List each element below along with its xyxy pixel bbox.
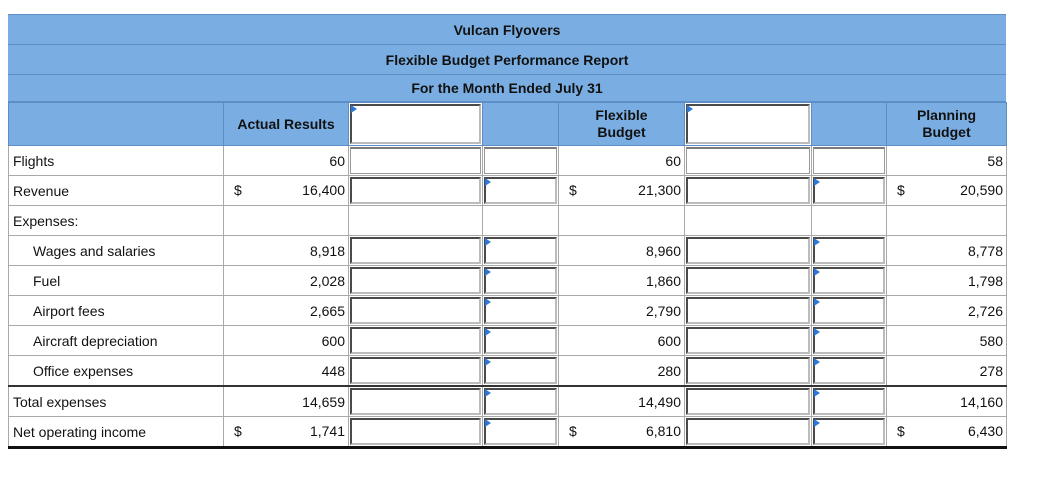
variance-type-cell xyxy=(483,146,559,176)
dropdown-arrow-icon xyxy=(814,178,820,186)
actual-value: 600 xyxy=(224,326,349,356)
empty-cell xyxy=(559,206,685,236)
currency-symbol: $ xyxy=(234,182,242,198)
row-label: Aircraft depreciation xyxy=(9,326,224,356)
variance-type-select[interactable] xyxy=(483,296,559,326)
row-label: Fuel xyxy=(9,266,224,296)
currency-symbol: $ xyxy=(569,182,577,198)
planning-value: 580 xyxy=(887,326,1007,356)
dropdown-arrow-icon xyxy=(351,105,357,113)
variance-amount-input[interactable] xyxy=(685,296,812,326)
row-label: Expenses: xyxy=(9,206,224,236)
variance-amount-input[interactable] xyxy=(349,356,483,387)
dropdown-arrow-icon xyxy=(485,328,491,336)
variance-type-cell xyxy=(812,146,887,176)
variance-type-select[interactable] xyxy=(483,326,559,356)
empty-cell xyxy=(685,206,812,236)
variance-type-select[interactable] xyxy=(812,386,887,417)
actual-value: $ 16,400 xyxy=(224,176,349,206)
empty-cell xyxy=(887,206,1007,236)
flexible-value: 60 xyxy=(559,146,685,176)
dropdown-arrow-icon xyxy=(485,268,491,276)
table-row xyxy=(9,356,1007,387)
row-label: Net operating income xyxy=(9,417,224,448)
actual-value: 14,659 xyxy=(224,386,349,417)
dropdown-arrow-icon xyxy=(485,358,491,366)
variance-type-select[interactable] xyxy=(483,236,559,266)
report-title: Flexible Budget Performance Report xyxy=(8,45,1006,75)
column-header-row xyxy=(9,103,1007,146)
table-row xyxy=(9,206,1007,236)
table-row xyxy=(9,236,1007,266)
dropdown-arrow-icon xyxy=(485,419,491,427)
variance-amount-input[interactable] xyxy=(685,326,812,356)
table-row xyxy=(9,266,1007,296)
dropdown-arrow-icon xyxy=(814,298,820,306)
variance-type-select[interactable] xyxy=(812,236,887,266)
empty-cell xyxy=(224,206,349,236)
actual-value: 2,028 xyxy=(224,266,349,296)
variance-type-select[interactable] xyxy=(483,266,559,296)
row-label: Office expenses xyxy=(9,356,224,387)
planning-value: 278 xyxy=(887,356,1007,387)
planning-value: 14,160 xyxy=(887,386,1007,417)
variance-amount-input[interactable] xyxy=(349,417,483,448)
dropdown-arrow-icon xyxy=(814,389,820,397)
variance-amount-cell xyxy=(349,146,483,176)
currency-symbol: $ xyxy=(234,423,242,439)
dropdown-arrow-icon xyxy=(485,178,491,186)
row-label: Revenue xyxy=(9,176,224,206)
variance-amount-input[interactable] xyxy=(349,386,483,417)
row-label: Wages and salaries xyxy=(9,236,224,266)
variance-amount-input[interactable] xyxy=(349,266,483,296)
table-row xyxy=(9,326,1007,356)
flexible-value: 14,490 xyxy=(559,386,685,417)
empty-cell xyxy=(483,206,559,236)
actual-value: 448 xyxy=(224,356,349,387)
flexible-value: 2,790 xyxy=(559,296,685,326)
dropdown-arrow-icon xyxy=(814,268,820,276)
flexible-value: $ 6,810 xyxy=(559,417,685,448)
variance-type-select[interactable] xyxy=(483,386,559,417)
table-row xyxy=(9,146,1007,176)
variance-amount-cell xyxy=(685,146,812,176)
actual-value: $ 1,741 xyxy=(224,417,349,448)
currency-symbol: $ xyxy=(569,423,577,439)
variance-type-select[interactable] xyxy=(812,176,887,206)
variance-type-select[interactable] xyxy=(483,356,559,387)
variance-type-select[interactable] xyxy=(812,326,887,356)
variance-label-input-2[interactable] xyxy=(685,103,812,146)
planning-value: 58 xyxy=(887,146,1007,176)
table-row xyxy=(9,296,1007,326)
dropdown-arrow-icon xyxy=(814,238,820,246)
table-row xyxy=(9,386,1007,417)
planning-value: $ 20,590 xyxy=(887,176,1007,206)
planning-value: 1,798 xyxy=(887,266,1007,296)
row-label: Airport fees xyxy=(9,296,224,326)
row-label: Total expenses xyxy=(9,386,224,417)
variance-amount-input[interactable] xyxy=(685,417,812,448)
variance-amount-input[interactable] xyxy=(685,356,812,387)
variance-amount-input[interactable] xyxy=(685,176,812,206)
actual-results-header: Actual Results xyxy=(224,103,349,146)
flexible-value: $ 21,300 xyxy=(559,176,685,206)
dropdown-arrow-icon xyxy=(485,238,491,246)
flexible-value: 8,960 xyxy=(559,236,685,266)
performance-report xyxy=(8,14,1006,449)
planning-value: 8,778 xyxy=(887,236,1007,266)
dropdown-arrow-icon xyxy=(485,298,491,306)
variance-amount-input[interactable] xyxy=(685,386,812,417)
blank-header-3 xyxy=(812,103,887,146)
table-row xyxy=(9,417,1007,448)
variance-type-select[interactable] xyxy=(812,356,887,387)
planning-budget-header: Planning Budget xyxy=(887,103,1007,146)
row-label: Flights xyxy=(9,146,224,176)
actual-value: 8,918 xyxy=(224,236,349,266)
actual-value: 2,665 xyxy=(224,296,349,326)
report-table xyxy=(8,102,1007,449)
dropdown-arrow-icon xyxy=(814,419,820,427)
variance-amount-input[interactable] xyxy=(685,236,812,266)
variance-type-select[interactable] xyxy=(812,296,887,326)
dropdown-arrow-icon xyxy=(485,389,491,397)
variance-type-select[interactable] xyxy=(812,266,887,296)
flexible-value: 280 xyxy=(559,356,685,387)
variance-amount-input[interactable] xyxy=(349,326,483,356)
blank-header xyxy=(9,103,224,146)
variance-label-input-1[interactable] xyxy=(349,103,483,146)
flexible-value: 600 xyxy=(559,326,685,356)
dropdown-arrow-icon xyxy=(687,105,693,113)
variance-type-select[interactable] xyxy=(483,417,559,448)
currency-symbol: $ xyxy=(897,423,905,439)
variance-amount-input[interactable] xyxy=(349,296,483,326)
report-period: For the Month Ended July 31 xyxy=(8,75,1006,102)
flexible-value: 1,860 xyxy=(559,266,685,296)
variance-type-select[interactable] xyxy=(483,176,559,206)
variance-amount-input[interactable] xyxy=(349,236,483,266)
dropdown-arrow-icon xyxy=(814,358,820,366)
empty-cell xyxy=(812,206,887,236)
table-row xyxy=(9,176,1007,206)
company-name: Vulcan Flyovers xyxy=(8,14,1006,45)
planning-value: $ 6,430 xyxy=(887,417,1007,448)
planning-value: 2,726 xyxy=(887,296,1007,326)
actual-value: 60 xyxy=(224,146,349,176)
variance-amount-input[interactable] xyxy=(685,266,812,296)
variance-type-select[interactable] xyxy=(812,417,887,448)
empty-cell xyxy=(349,206,483,236)
variance-amount-input[interactable] xyxy=(349,176,483,206)
blank-header-2 xyxy=(483,103,559,146)
currency-symbol: $ xyxy=(897,182,905,198)
flexible-budget-header: Flexible Budget xyxy=(559,103,685,146)
dropdown-arrow-icon xyxy=(814,328,820,336)
